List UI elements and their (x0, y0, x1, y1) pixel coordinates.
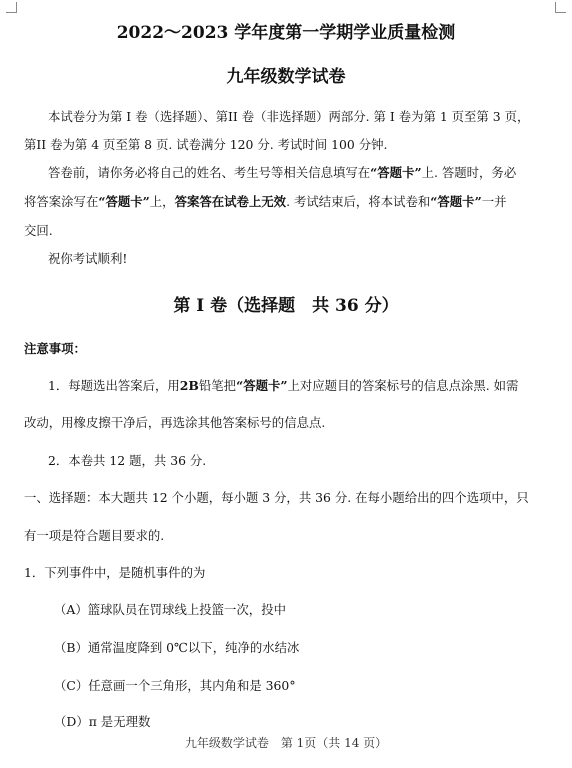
instruction-p2-line2 (24, 193, 548, 211)
text-run: 1．每题选出答案后，用 (48, 378, 180, 393)
notice-item-2: 2．本卷共 12 题，共 36 分. (48, 453, 207, 468)
exam-subtitle: 九年级数学试卷 (226, 67, 346, 87)
instruction-p2-line1 (24, 164, 548, 182)
text-run: 答卷前，请你务必将自己的姓名、考生号等相关信息填写在 (48, 165, 371, 180)
text-run: 铅笔把 (198, 378, 237, 393)
answer-card-term: “答题卡” (98, 194, 150, 209)
text-run: 一并 (481, 194, 507, 209)
answer-card-term: “答题卡” (236, 378, 288, 393)
notice-heading: 注意事项： (24, 341, 86, 356)
question-1-option-c: （C）任意画一个三角形，其内角和是 360° (54, 678, 296, 693)
text-run: 上对应题目的答案标号的信息点涂黑. 如需 (287, 378, 519, 393)
question-1-option-d: （D）π 是无理数 (54, 714, 151, 729)
part1-instruction-line1: 一、选择题：本大题共 12 个小题，每小题 3 分，共 36 分. 在每小题给出的四个选项中，只 (24, 490, 529, 505)
question-1-option-a: （A）篮球队员在罚球线上投篮一次，投中 (54, 602, 286, 617)
answer-card-term: “答题卡” (370, 165, 422, 180)
notice-item-1-line2: 改动，用橡皮擦干净后，再选涂其他答案标号的信息点. (24, 415, 326, 430)
pencil-grade: 2B (179, 378, 199, 393)
question-1-stem: 1．下列事件中，是随机事件的为 (24, 565, 206, 580)
invalid-answer-warning: 答案答在试卷上无效 (174, 194, 287, 209)
answer-card-term: “答题卡” (430, 194, 482, 209)
instruction-p1-line1: 本试卷分为第 I 卷（选择题）、第II 卷（非选择题）两部分. 第 I 卷为第 1 页至第 3 页， (48, 109, 530, 124)
text-run: 上， (149, 194, 175, 209)
good-luck-text: 祝你考试顺利! (48, 251, 128, 266)
crop-mark-top-right (555, 2, 566, 13)
part1-instruction-line2: 有一项是符合题目要求的. (24, 528, 165, 543)
text-run: . 考试结束后，将本试卷和 (286, 194, 431, 209)
text-run: 上. 答题时，务必 (421, 165, 517, 180)
text-run: 将答案涂写在 (24, 194, 99, 209)
notice-item-1-line1 (24, 377, 548, 395)
exam-title: 2022～2023 学年度第一学期学业质量检测 (116, 23, 456, 43)
page-footer: 九年级数学试卷 第 1页（共 14 页） (184, 736, 388, 750)
instruction-p2-line3: 交回. (24, 223, 53, 238)
question-1-option-b: （B）通常温度降到 0℃以下，纯净的水结冰 (54, 640, 300, 655)
crop-mark-top-left (6, 2, 17, 13)
instruction-p1-line2: 第II 卷为第 4 页至第 8 页. 试卷满分 120 分. 考试时间 100 分钟. (24, 137, 388, 152)
section-title: 第 I 卷（选择题 共 36 分） (173, 296, 399, 316)
